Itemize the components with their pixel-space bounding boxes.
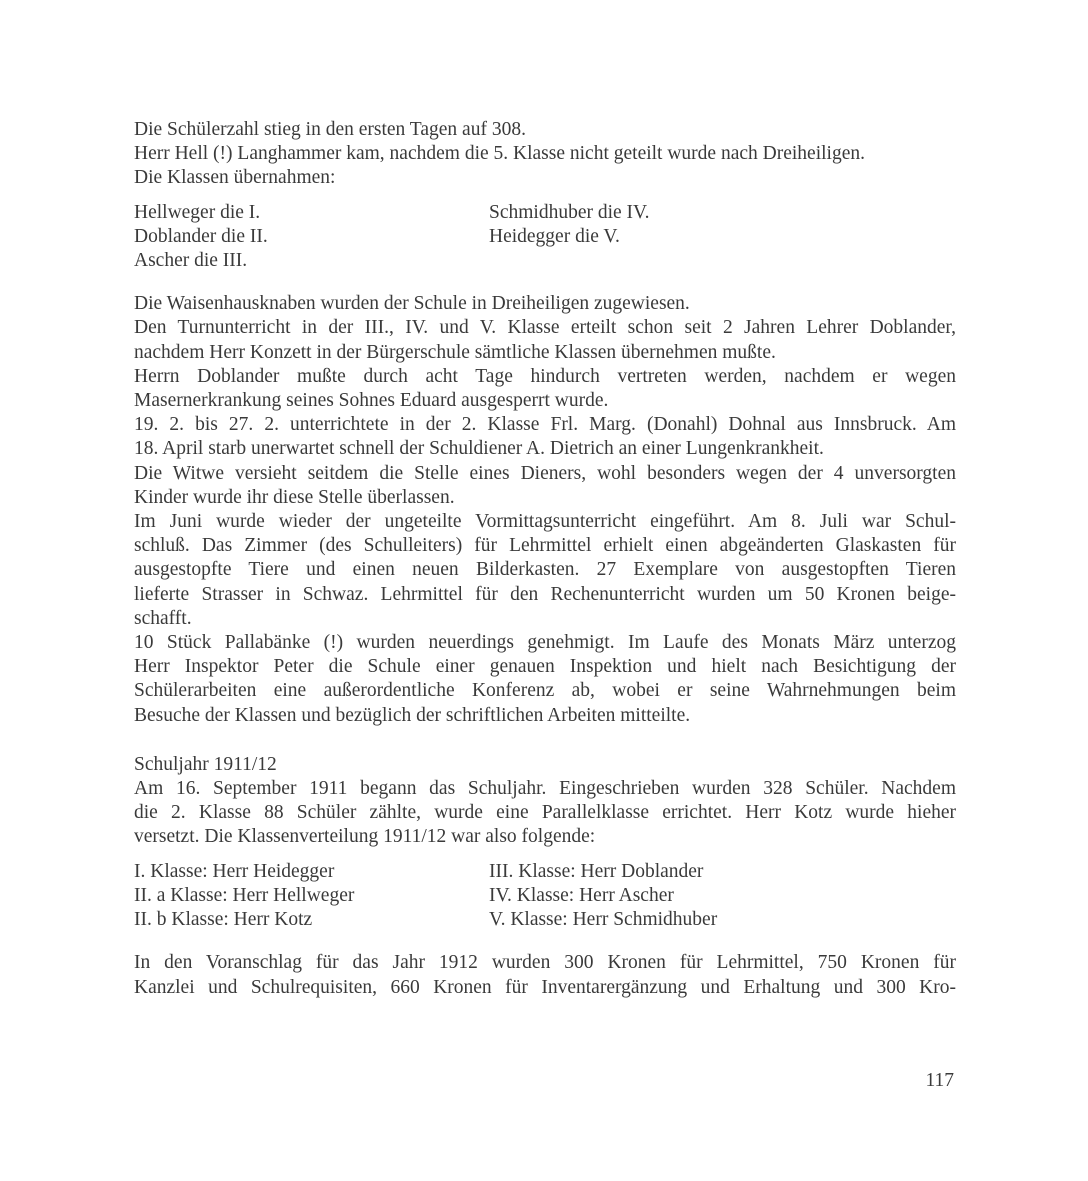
text-line: die 2. Klasse 88 Schüler zählte, wurde eine Parallelklasse errichtet. Herr Kotz wurde hieher	[134, 802, 956, 824]
teacher-assignment-list	[134, 201, 956, 274]
text-line: Herr Hell (!) Langhammer kam, nachdem die 5. Klasse nicht geteilt wurde nach Dreiheiligen.	[134, 143, 865, 165]
paragraph-dohnal	[134, 413, 956, 461]
text-line: Die Waisenhausknaben wurden der Schule in Dreiheiligen zugewiesen.	[134, 293, 690, 315]
paragraph-orphans	[134, 292, 956, 316]
page-number: 117	[925, 1070, 954, 1091]
text-line: ausgestopfte Tiere und einen neuen Bilderkasten. 27 Exemplare von ausgestopften Tieren	[134, 559, 956, 581]
text-line: Die Witwe versieht seitdem die Stelle eines Dieners, wohl besonders wegen der 4 unversorgten	[134, 462, 956, 484]
teacher-column-left	[134, 201, 489, 274]
text-line: versetzt. Die Klassenverteilung 1911/12 war also folgende:	[134, 826, 596, 848]
text-line: Im Juni wurde wieder der ungeteilte Vormittagsunterricht eingeführt. Am 8. Juli war Schul-	[134, 511, 956, 533]
text-line: Herr Inspektor Peter die Schule einer genauen Inspektion und hielt nach Besichtigung der	[134, 656, 956, 678]
section-heading: Schuljahr 1911/12	[134, 753, 277, 775]
text-line: In den Voranschlag für das Jahr 1912 wurden 300 Kronen für Lehrmittel, 750 Kronen für	[134, 952, 956, 974]
class-entry: III. Klasse: Herr Doblander	[489, 860, 704, 882]
text-line: Besuche der Klassen und bezüglich der schriftlichen Arbeiten mitteilte.	[134, 704, 691, 726]
text-line: Herrn Doblander mußte durch acht Tage hindurch vertreten werden, nachdem er wegen	[134, 365, 956, 387]
class-column-right	[489, 860, 956, 933]
class-entry: II. b Klasse: Herr Kotz	[134, 909, 313, 931]
paragraph-teaching-materials	[134, 510, 956, 631]
text-line: 18. April starb unerwartet schnell der Schuldiener A. Dietrich an einer Lungenkrankheit.	[134, 438, 824, 460]
teacher-entry: Hellweger die I.	[134, 201, 261, 223]
text-line: Kanzlei und Schulrequisiten, 660 Kronen für Inventarergänzung und Erhaltung und 300 Kro-	[134, 976, 956, 998]
paragraph-inspection	[134, 631, 956, 728]
paragraph-widow	[134, 462, 956, 510]
class-entry: V. Klasse: Herr Schmidhuber	[489, 909, 718, 931]
text-line: 10 Stück Pallabänke (!) wurden neuerdings genehmigt. Im Laufe des Monats März unterzog	[134, 632, 956, 654]
paragraph-substitute	[134, 365, 956, 413]
teacher-entry: Schmidhuber die IV.	[489, 201, 650, 223]
text-line: Kinder wurde ihr diese Stelle überlassen.	[134, 486, 455, 508]
paragraph-gymnastics	[134, 316, 956, 364]
class-entry: II. a Klasse: Herr Hellweger	[134, 884, 355, 906]
class-column-left	[134, 860, 489, 933]
teacher-entry: Doblander die II.	[134, 225, 268, 247]
text-line: Schülerarbeiten eine außerordentliche Konferenz ab, wobei er seine Wahrnehmungen beim	[134, 680, 956, 702]
paragraph-budget	[134, 951, 956, 999]
text-line: nachdem Herr Konzett in der Bürgerschule sämtliche Klassen übernehmen mußte.	[134, 341, 776, 363]
text-line: Die Klassen übernahmen:	[134, 167, 336, 189]
text-line: schluß. Das Zimmer (des Schulleiters) für Lehrmittel erhielt einen abgeänderten Glaskasten für	[134, 535, 956, 557]
text-line: Masernerkrankung seines Sohnes Eduard ausgesperrt wurde.	[134, 390, 609, 412]
paragraph-school-year-1911	[134, 777, 956, 850]
class-entry: I. Klasse: Herr Heidegger	[134, 860, 335, 882]
teacher-entry: Ascher die III.	[134, 250, 248, 272]
text-line: Den Turnunterricht in der III., IV. und V. Klasse erteilt schon seit 2 Jahren Lehrer Doblander,	[134, 317, 956, 339]
page-body	[134, 118, 956, 1000]
teacher-column-right	[489, 201, 956, 274]
class-entry: IV. Klasse: Herr Ascher	[489, 884, 674, 906]
text-line: Am 16. September 1911 begann das Schuljahr. Eingeschrieben wurden 328 Schüler. Nachdem	[134, 778, 956, 800]
text-line: Die Schülerzahl stieg in den ersten Tagen auf 308.	[134, 119, 526, 140]
text-line: 19. 2. bis 27. 2. unterrichtete in der 2. Klasse Frl. Marg. (Donahl) Dohnal aus Innsbruck. Am	[134, 414, 956, 436]
text-line: lieferte Strasser in Schwaz. Lehrmittel für den Rechenunterricht wurden um 50 Kronen beige-	[134, 583, 956, 605]
class-distribution-list	[134, 860, 956, 933]
intro-paragraph	[134, 118, 956, 191]
text-line: schafft.	[134, 607, 192, 629]
teacher-entry: Heidegger die V.	[489, 225, 620, 247]
